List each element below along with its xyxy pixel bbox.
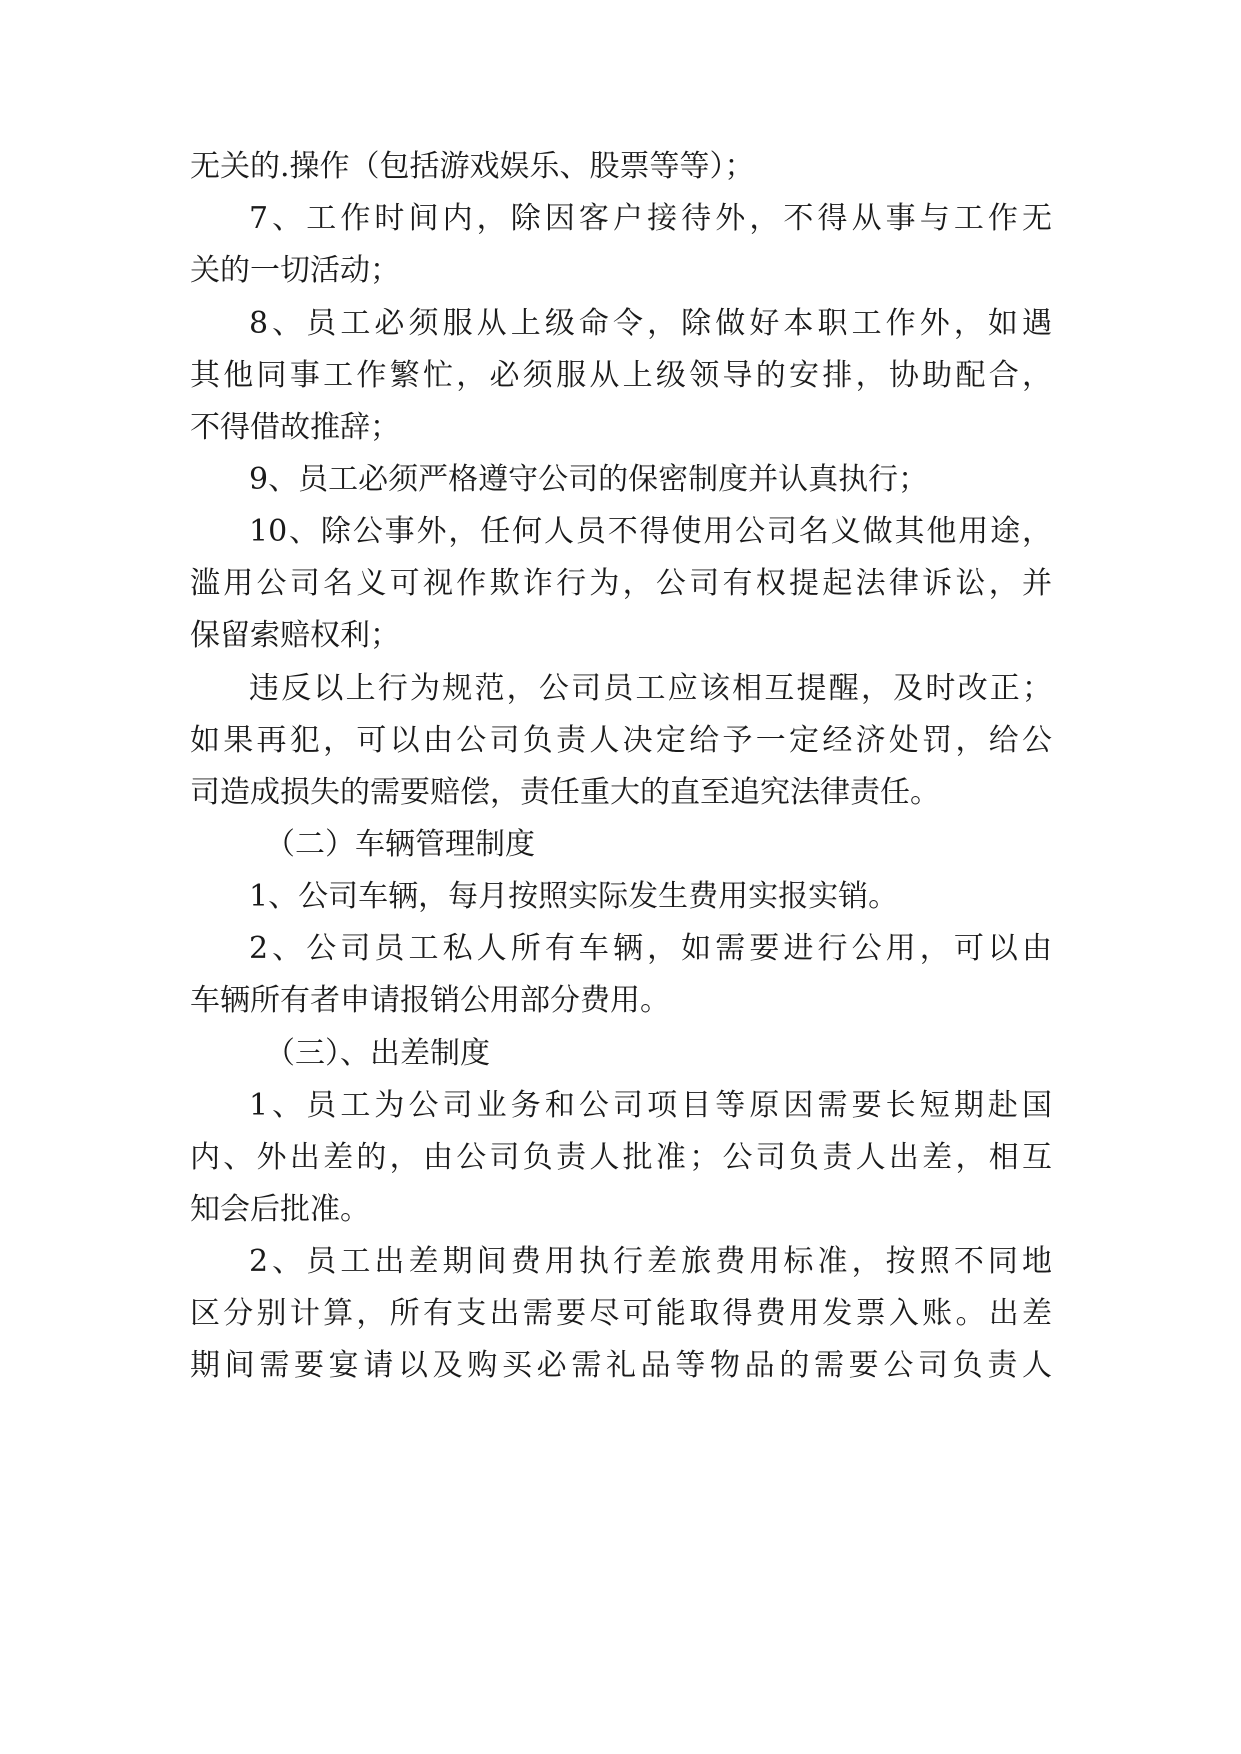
paragraph-line: 关的一切活动； <box>190 253 400 288</box>
paragraph-line: 车辆所有者申请报销公用部分费用。 <box>190 983 670 1018</box>
section-heading: （三）、出差制度 <box>265 1036 490 1071</box>
paragraph-line: 内、外出差的，由公司负责人批准；公司负责人出差，相互 <box>190 1140 1052 1175</box>
paragraph-line: 1、公司车辆，每月按照实际发生费用实报实销。 <box>249 879 899 914</box>
paragraph-line: 8、员工必须服从上级命令，除做好本职工作外，如遇 <box>249 306 1052 341</box>
paragraph-line: 如果再犯，可以由公司负责人决定给予一定经济处罚，给公 <box>190 723 1052 758</box>
paragraph-line: 无关的.操作（包括游戏娱乐、股票等等）； <box>190 149 755 184</box>
paragraph-line: 期间需要宴请以及购买必需礼品等物品的需要公司负责人 <box>190 1348 1052 1383</box>
paragraph-line: 违反以上行为规范，公司员工应该相互提醒，及时改正； <box>249 671 1052 706</box>
section-heading: （二）车辆管理制度 <box>265 827 535 862</box>
paragraph-line: 10、除公事外，任何人员不得使用公司名义做其他用途， <box>249 514 1052 549</box>
paragraph-line: 区分别计算，所有支出需要尽可能取得费用发票入账。出差 <box>190 1296 1052 1331</box>
paragraph-line: 1、员工为公司业务和公司项目等原因需要长短期赴国 <box>249 1088 1052 1123</box>
paragraph-line: 9、员工必须严格遵守公司的保密制度并认真执行； <box>249 462 929 497</box>
paragraph-line: 其他同事工作繁忙，必须服从上级领导的安排，协助配合， <box>190 358 1052 393</box>
paragraph-line: 不得借故推辞； <box>190 410 400 445</box>
paragraph-line: 滥用公司名义可视作欺诈行为，公司有权提起法律诉讼，并 <box>190 566 1052 601</box>
paragraph-line: 2、员工出差期间费用执行差旅费用标准，按照不同地 <box>249 1244 1052 1279</box>
paragraph-line: 司造成损失的需要赔偿，责任重大的直至追究法律责任。 <box>190 775 940 810</box>
paragraph-line: 2、公司员工私人所有车辆，如需要进行公用，可以由 <box>249 931 1052 966</box>
paragraph-line: 7、工作时间内，除因客户接待外，不得从事与工作无 <box>249 201 1052 236</box>
paragraph-line: 保留索赔权利； <box>190 618 400 653</box>
paragraph-line: 知会后批准。 <box>190 1192 370 1227</box>
